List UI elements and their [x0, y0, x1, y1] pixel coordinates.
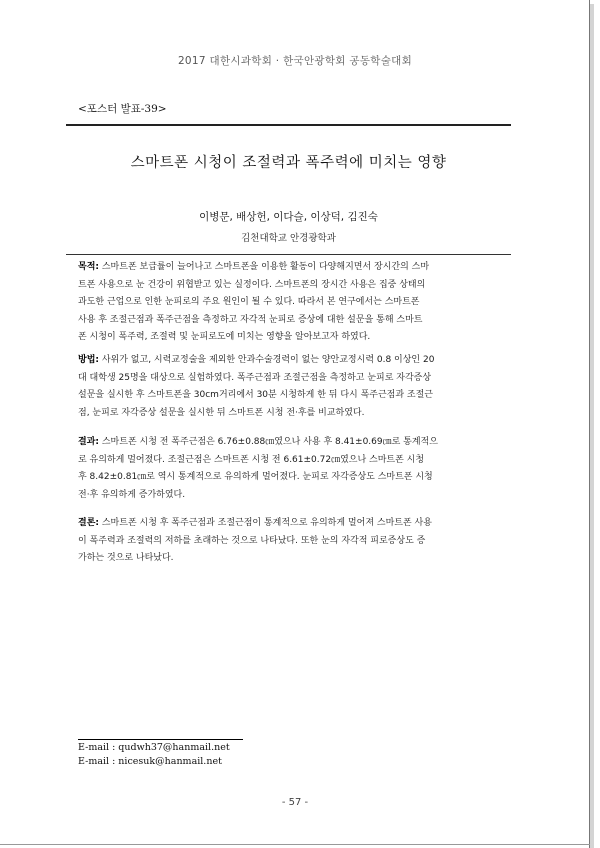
- title-top-rule: [66, 124, 511, 126]
- section-heading: 결과:: [78, 437, 99, 447]
- section-heading: 방법:: [78, 355, 99, 365]
- paper-title: 스마트폰 시청이 조절력과 폭주력에 미치는 영향: [130, 155, 447, 171]
- email-line: E-mail : qudwh37@hanmail.net: [78, 742, 230, 753]
- section-line: 후 8.42±0.81㎝로 역시 통계적으로 유의하게 멀어졌다. 눈피로 자각증상도 스마트폰 시청: [78, 472, 433, 483]
- section-line: 트폰 사용으로 눈 건강이 위협받고 있는 실정이다. 스마트폰의 장시간 사용은 집중 상태의: [78, 279, 426, 290]
- page-number: - 57 -: [281, 797, 309, 808]
- section-line: 스마트폰 시청 후 폭주근점과 조절근점이 통계적으로 유의하게 멀어져 스마트폰 사용: [99, 518, 432, 528]
- section-conclusion: [78, 515, 510, 568]
- section-heading: 결론:: [78, 518, 99, 528]
- section-line: 과도한 근업으로 인한 눈피로의 주요 원인이 될 수 있다. 따라서 본 연구에서는 스마트폰: [78, 297, 420, 308]
- section-line: 사용 후 조절근점과 폭주근점을 측정하고 자각적 눈피로 증상에 대한 설문을 통해 스마트: [78, 314, 423, 325]
- email-line: E-mail : nicesuk@hanmail.net: [78, 756, 222, 767]
- section-results: [78, 434, 510, 504]
- section-line: 대 대학생 25명을 대상으로 실험하였다. 폭주근점과 조절근점을 측정하고 눈피로 자각증상: [78, 372, 432, 383]
- poster-label: <포스터 발표-39>: [78, 103, 167, 115]
- section-line: 스마트폰 보급률이 늘어나고 스마트폰을 이용한 활동이 다양해지면서 장시간의 스마: [99, 262, 430, 272]
- section-line: 전·후 유의하게 증가하였다.: [78, 489, 186, 500]
- section-line: 사위가 없고, 시력교정술을 제외한 안과수술경력이 없는 양안교정시력 0.8 이상인 20: [99, 355, 435, 365]
- section-line: 가하는 것으로 나타났다.: [78, 553, 174, 564]
- section-methods: [78, 352, 510, 422]
- section-line: 로 유의하게 멀어졌다. 조절근점은 스마트폰 시청 전 6.61±0.72㎝였으나 스마트폰 시청: [78, 454, 425, 465]
- affiliation: 김천대학교 안경광학과: [241, 233, 336, 244]
- section-line: 점, 눈피로 자각증상 설문을 실시한 뒤 스마트폰 시청 전·후를 비교하였다.: [78, 407, 365, 418]
- section-purpose: [78, 259, 510, 347]
- header-bottom-rule: [66, 254, 511, 255]
- page-border-bottom: [0, 844, 590, 845]
- authors: 이병문, 배상헌, 이다슬, 이상덕, 김진숙: [199, 211, 378, 223]
- section-line: 설문을 실시한 후 스마트폰을 30cm거리에서 30분 시청하게 한 뒤 다시 폭주근점과 조절근: [78, 390, 433, 401]
- footnote-rule: [78, 739, 243, 740]
- page-border-right: [589, 0, 590, 848]
- section-line: 이 폭주력과 조절력의 저하를 초래하는 것으로 나타났다. 또한 눈의 자각적 피로증상도 증: [78, 535, 426, 546]
- section-heading: 목적:: [78, 262, 99, 272]
- section-line: 스마트폰 시청 전 폭주근점은 6.76±0.88㎝였으나 사용 후 8.41±0.69㎝로 통계적으: [99, 437, 438, 447]
- section-line: 폰 시청이 폭주력, 조절력 및 눈피로도에 미치는 영향을 알아보고자 하였다.: [78, 332, 371, 343]
- page-shadow: [590, 4, 594, 848]
- conference-header: 2017 대한시과학회 · 한국안광학회 공동학술대회: [177, 55, 413, 67]
